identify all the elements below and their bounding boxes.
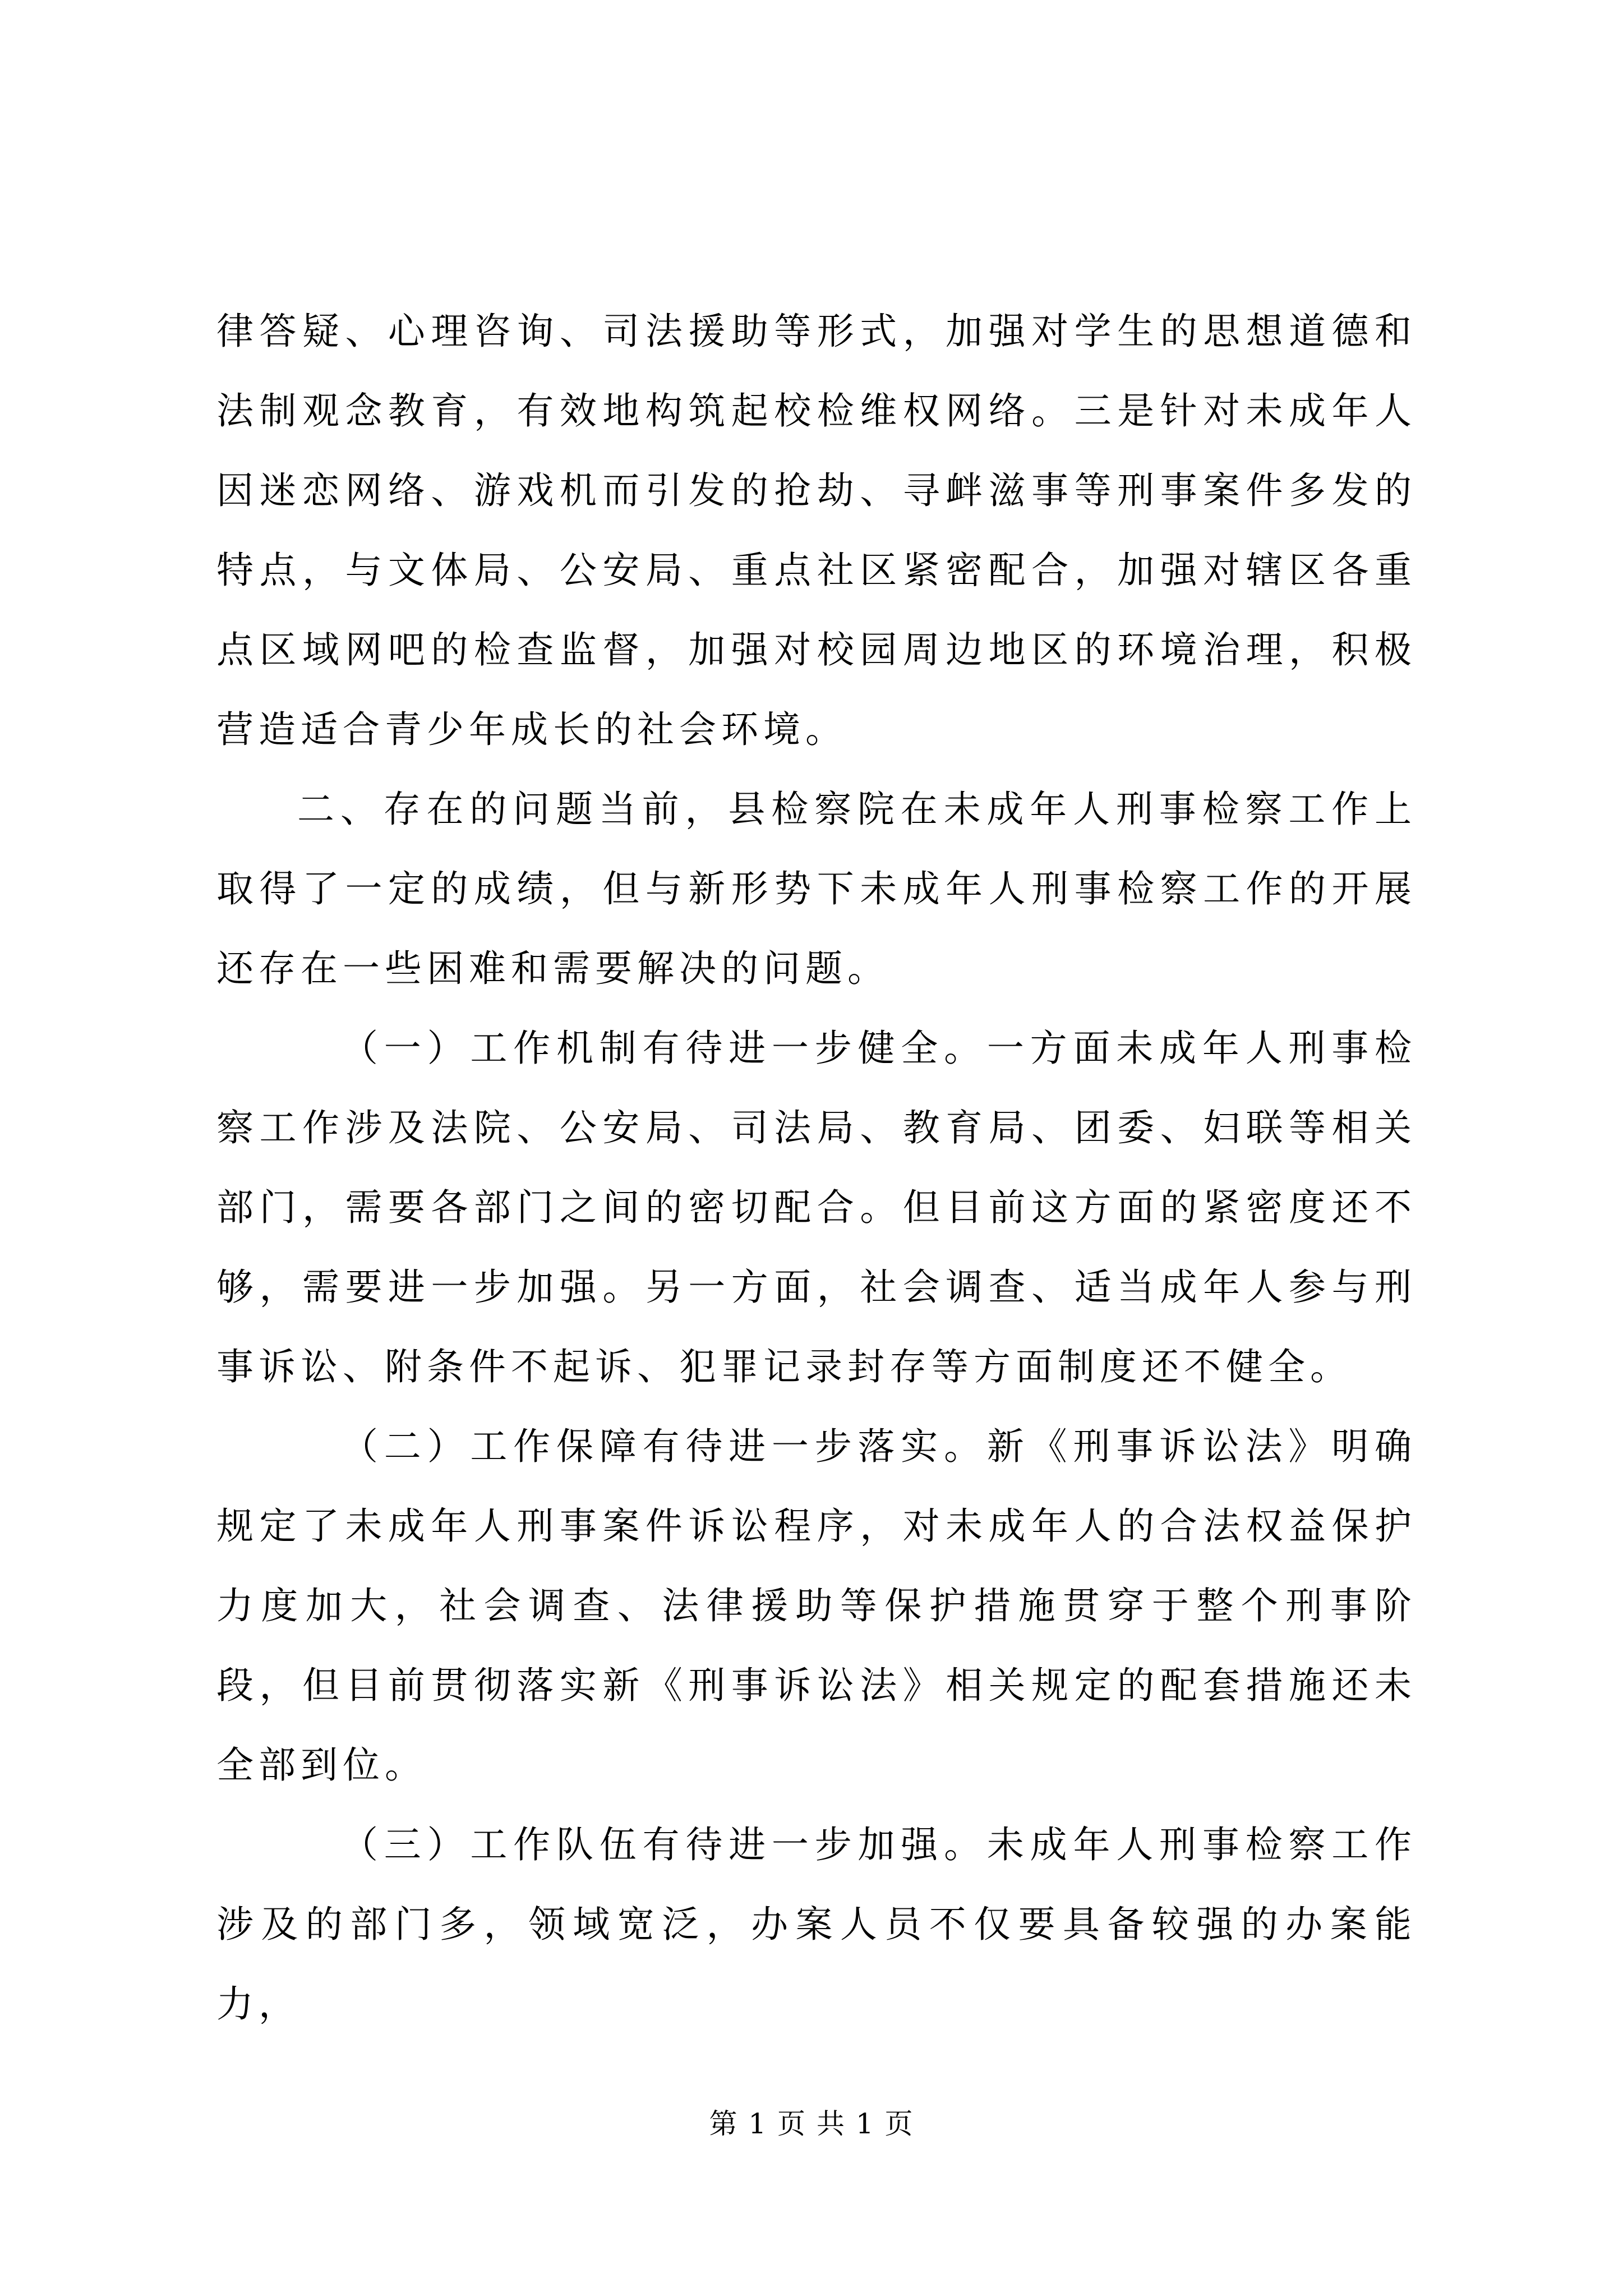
paragraph-continuation: 律答疑、心理咨询、司法援助等形式，加强对学生的思想道德和法制观念教育，有效地构筑起校检维权网络。三是针对未成年人因迷恋网络、游戏机而引发的抢劫、寻衅滋事等刑事案件多发的特点，与文体局、公安局、重点社区紧密配合，加强对辖区各重点区域网吧的检查监督，加强对校园周边地区的环境治理，积极营造适合青少年成长的社会环境。 — [216, 310, 1417, 751]
paragraph-item-two: （二）工作保障有待进一步落实。新《刑事诉讼法》明确规定了未成年人刑事案件诉讼程序，对未成年人的合法权益保护力度加大，社会调查、法律援助等保护措施贯穿于整个刑事阶段，但目前贯彻落实新《刑事诉讼法》相关规定的配套措施还未全部到位。 — [216, 1425, 1417, 1787]
paragraph-item-three: （三）工作队伍有待进一步加强。未成年人刑事检察工作涉及的部门多，领域宽泛，办案人员不仅要具备较强的办案能力， — [216, 1823, 1417, 2026]
document-body — [216, 292, 1417, 2044]
paragraph-item-one: （一）工作机制有待进一步健全。一方面未成年人刑事检察工作涉及法院、公安局、司法局、教育局、团委、妇联等相关部门，需要各部门之间的密切配合。但目前这方面的紧密度还不够，需要进一步加强。另一方面，社会调查、适当成年人参与刑事诉讼、附条件不起诉、犯罪记录封存等方面制度还不健全。 — [216, 1027, 1417, 1388]
paragraph-section-two: 二、存在的问题当前，县检察院在未成年人刑事检察工作上取得了一定的成绩，但与新形势下未成年人刑事检察工作的开展还存在一些困难和需要解决的问题。 — [216, 788, 1417, 990]
page-footer: 第 1 页 共 1 页 — [709, 2108, 914, 2140]
